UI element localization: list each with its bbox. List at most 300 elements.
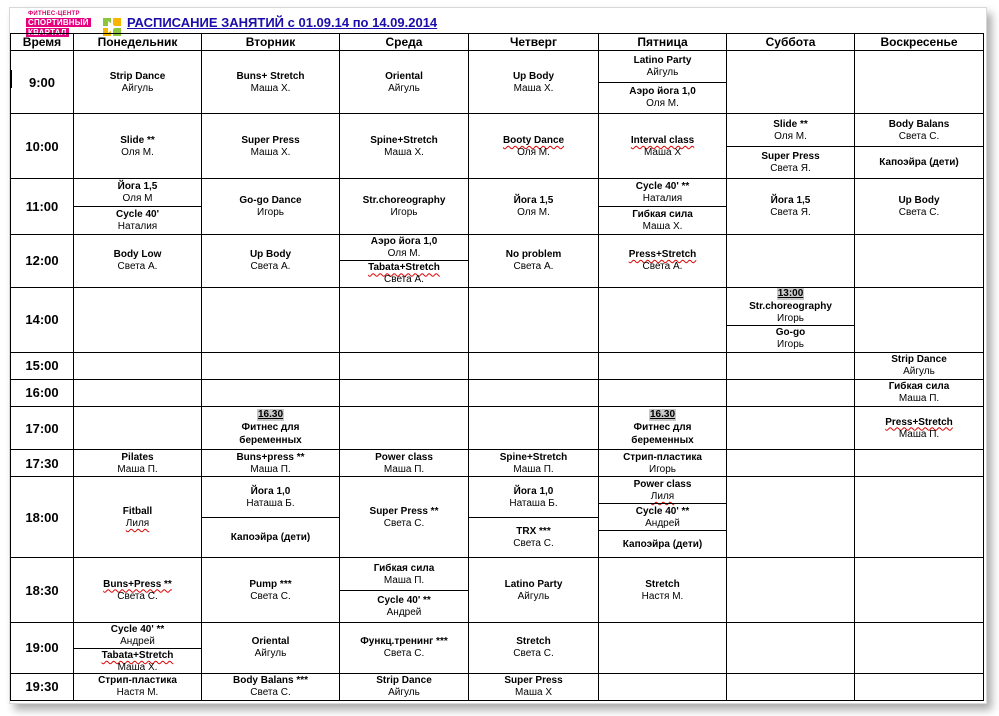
schedule-cell [599, 352, 727, 379]
class-name: Body Balans [888, 118, 950, 130]
teacher-name: Света С. [250, 687, 291, 699]
schedule-cell [469, 234, 599, 287]
teacher-name: Лиля [125, 517, 150, 529]
teacher-name: Оля М. [517, 146, 550, 158]
class-name: Pilates [121, 451, 154, 463]
schedule-cell [469, 407, 599, 450]
time-slot: 9:00 [11, 51, 74, 114]
schedule-cell [727, 234, 855, 287]
class-name: Super Press [241, 134, 300, 146]
schedule-cell [340, 51, 469, 114]
class-entry [599, 82, 726, 114]
class-name: Spine+Stretch [370, 134, 438, 146]
class-name: Tabata+Stretch [101, 649, 174, 661]
class-entry [74, 450, 201, 476]
schedule-cell [202, 379, 340, 406]
class-entry [469, 559, 598, 622]
class-entry [599, 235, 726, 287]
teacher-name: Света С. [117, 590, 158, 602]
class-name: Аэро йога 1,0 [370, 235, 438, 247]
schedule-cell [727, 179, 855, 234]
schedule-cell [727, 352, 855, 379]
column-header-time: Время [11, 34, 74, 51]
schedule-cell [855, 114, 984, 179]
class-name: Interval class [630, 134, 695, 146]
schedule-cell [599, 407, 727, 450]
schedule-cell [727, 558, 855, 622]
class-entry [340, 179, 468, 233]
schedule-cell [340, 558, 469, 622]
schedule-cell [340, 179, 469, 234]
schedule-cell [855, 450, 984, 477]
schedule-cell [74, 477, 202, 558]
header-row [11, 34, 984, 51]
class-entry [599, 114, 726, 178]
teacher-name: Маша П. [250, 463, 291, 475]
teacher-name: Игорь [649, 463, 676, 475]
teacher-name: Маша П. [383, 574, 425, 586]
schedule-row [11, 352, 984, 379]
class-entry [74, 477, 201, 557]
schedule-cell [74, 352, 202, 379]
class-name: Капоэйра (дети) [879, 157, 959, 169]
schedule-cell [599, 379, 727, 406]
class-entry [469, 51, 598, 113]
schedule-row [11, 379, 984, 406]
class-name: Капоэйра (дети) [230, 532, 311, 544]
class-name: Cycle 40' ** [635, 181, 690, 193]
schedule-cell [74, 234, 202, 287]
class-entry [727, 288, 854, 325]
teacher-name: Наташа Б. [246, 497, 295, 509]
class-name: Tabata+Stretch [368, 262, 440, 274]
class-name: Go-go Dance [239, 194, 302, 206]
class-entry [469, 114, 598, 178]
class-name: Up Body [249, 249, 292, 261]
class-name: Гибкая сила [888, 381, 950, 393]
class-name: Стрип-пластика [623, 451, 702, 463]
class-entry [74, 648, 201, 674]
teacher-name: Оля М [122, 193, 153, 205]
class-entry [74, 559, 201, 622]
class-entry [469, 623, 598, 673]
class-entry [74, 179, 201, 206]
teacher-name: Игорь [777, 339, 804, 351]
schedule-cell [855, 558, 984, 622]
class-name: Up Body [898, 194, 940, 206]
teacher-name: Маша П. [898, 393, 940, 405]
teacher-name: Наташа Б. [509, 497, 558, 509]
class-entry [855, 407, 983, 449]
teacher-name: Игорь [390, 206, 418, 218]
time-slot: 14:00 [11, 287, 74, 352]
time-slot: 12:00 [11, 234, 74, 287]
time-slot: 19:00 [11, 622, 74, 673]
class-entry [202, 235, 339, 287]
class-entry [340, 51, 468, 113]
teacher-name: Маша Х [514, 687, 553, 699]
schedule-cell [202, 477, 340, 558]
teacher-name: Света А. [250, 261, 291, 273]
class-name: Гибкая сила [373, 562, 435, 574]
class-entry [599, 559, 726, 622]
schedule-cell [340, 114, 469, 179]
class-name: Super Press ** [369, 505, 439, 517]
schedule-cell [469, 622, 599, 673]
time-slot: 17:30 [11, 450, 74, 477]
schedule-cell [469, 51, 599, 114]
class-name: Buns+press ** [236, 451, 305, 463]
schedule-cell [599, 477, 727, 558]
schedule-cell [202, 352, 340, 379]
class-name: Press+Stretch [628, 249, 697, 261]
class-name: Power class [375, 451, 433, 463]
teacher-name: Айгуль [646, 66, 679, 78]
class-name: Body Low [113, 249, 162, 261]
schedule-cell [855, 622, 984, 673]
schedule-cell [855, 673, 984, 700]
class-name: Pump *** [249, 578, 292, 590]
schedule-cell [74, 51, 202, 114]
class-entry [202, 179, 339, 233]
time-slot: 19:30 [11, 673, 74, 700]
column-header-wednesday: Среда [340, 34, 469, 51]
class-name: Fitball [122, 505, 153, 517]
class-name: Йога 1,5 [513, 194, 554, 206]
class-entry [727, 179, 854, 233]
teacher-name: Маша Х. [384, 146, 424, 158]
class-name: Фитнес для [633, 422, 692, 434]
class-entry [202, 559, 339, 622]
teacher-name: Игорь [777, 312, 804, 324]
column-header-thursday: Четверг [469, 34, 599, 51]
teacher-name: Игорь [257, 206, 284, 218]
class-name: Latino Party [504, 578, 563, 590]
class-entry [340, 260, 468, 287]
class-entry [340, 450, 468, 476]
class-name: Body Balans *** [232, 675, 309, 687]
class-entry [727, 325, 854, 352]
class-entry [855, 146, 983, 179]
class-name: Booty Dance [502, 134, 565, 146]
class-name: Buns+ Stretch [236, 70, 305, 82]
class-entry [74, 623, 201, 648]
schedule-row [11, 622, 984, 673]
column-header-friday: Пятница [599, 34, 727, 51]
class-entry [202, 450, 339, 476]
time-slot: 10:00 [11, 114, 74, 179]
schedule-cell [202, 51, 340, 114]
teacher-name: Маша Х [643, 146, 682, 158]
schedule-cell [202, 234, 340, 287]
class-name: Cycle 40' ** [635, 505, 690, 517]
class-name-line-2: беременных [631, 435, 694, 447]
class-entry [202, 517, 339, 558]
class-name: Stretch [645, 578, 680, 590]
teacher-name: Света Я. [770, 206, 811, 218]
schedule-cell [855, 179, 984, 234]
schedule-cell [727, 51, 855, 114]
schedule-cell [340, 477, 469, 558]
class-entry [599, 530, 726, 557]
class-entry [340, 590, 468, 622]
schedule-cell [74, 622, 202, 673]
schedule-cell [74, 379, 202, 406]
schedule-cell [599, 287, 727, 352]
class-entry [74, 51, 201, 113]
teacher-name: Света С. [898, 206, 940, 218]
class-entry [469, 477, 598, 517]
schedule-cell [599, 234, 727, 287]
schedule-cell [599, 51, 727, 114]
logo-line-2: КВАРТАЛ [28, 28, 67, 37]
schedule-cell [855, 287, 984, 352]
time-slot: 18:30 [11, 558, 74, 622]
class-entry [469, 235, 598, 287]
teacher-name: Света С. [513, 538, 554, 550]
time-slot: 18:00 [11, 477, 74, 558]
schedule-cell [727, 287, 855, 352]
class-name: Йога 1,0 [513, 485, 554, 497]
schedule-cell [727, 450, 855, 477]
schedule-cell [340, 407, 469, 450]
schedule-cell [340, 450, 469, 477]
schedule-cell [202, 407, 340, 450]
class-entry [202, 407, 339, 449]
teacher-name: Маша П. [513, 463, 554, 475]
class-name: Strip Dance [376, 675, 432, 687]
teacher-name: Маша П. [117, 463, 158, 475]
column-header-tuesday: Вторник [202, 34, 340, 51]
teacher-name: Айгуль [388, 82, 420, 94]
class-name: Latino Party [633, 54, 692, 66]
class-name: Slide ** [120, 134, 155, 146]
schedule-cell [727, 622, 855, 673]
schedule-cell [469, 287, 599, 352]
schedule-cell [469, 558, 599, 622]
schedule-cell [74, 450, 202, 477]
class-entry [855, 179, 983, 233]
teacher-name: Света С. [250, 590, 291, 602]
schedule-cell [469, 673, 599, 700]
schedule-cell [202, 622, 340, 673]
schedule-cell [202, 114, 340, 179]
class-name: Oriental [251, 636, 290, 648]
schedule-cell [599, 450, 727, 477]
schedule-row [11, 179, 984, 234]
schedule-row [11, 477, 984, 558]
schedule-cell [202, 558, 340, 622]
teacher-name: Настя М. [116, 687, 159, 699]
time-slot: 16:00 [11, 379, 74, 406]
schedule-cell [469, 114, 599, 179]
class-entry [599, 206, 726, 234]
schedule-cell [855, 379, 984, 406]
teacher-name: Маша П. [898, 428, 940, 440]
class-entry [469, 450, 598, 476]
class-start-time: 13:00 [777, 287, 804, 299]
class-name: Cycle 40' ** [110, 623, 165, 635]
teacher-name: Айгуль [121, 82, 154, 94]
schedule-cell [599, 114, 727, 179]
teacher-name: Маша Х. [642, 220, 683, 232]
schedule-cell [469, 379, 599, 406]
class-entry [340, 114, 468, 178]
class-name: Super Press [761, 151, 820, 163]
teacher-name: Света А. [117, 261, 158, 273]
schedule-cell [727, 673, 855, 700]
teacher-name: Оля М. [646, 98, 679, 110]
class-name: Stretch [516, 636, 551, 648]
class-name: Strip Dance [891, 354, 947, 366]
schedule-cell [727, 407, 855, 450]
teacher-name: Оля М. [517, 206, 550, 218]
teacher-name: Айгуль [388, 687, 420, 699]
logo-caption: ФИТНЕС-ЦЕНТР [28, 11, 80, 17]
class-name-line-2: беременных [239, 435, 302, 447]
teacher-name: Айгуль [903, 366, 935, 378]
class-name: Str.choreography [749, 300, 832, 312]
class-name: Up Body [512, 70, 555, 82]
class-entry [202, 51, 339, 113]
class-name: Гибкая сила [632, 208, 693, 220]
class-name: Аэро йога 1,0 [629, 86, 696, 98]
schedule-cell [74, 287, 202, 352]
teacher-name: Света А. [642, 261, 683, 273]
class-name: Press+Stretch [885, 416, 953, 428]
schedule-row [11, 558, 984, 622]
class-name: Стрип-пластика [98, 675, 177, 687]
class-name: No problem [505, 249, 562, 261]
class-entry [599, 450, 726, 476]
class-entry [74, 674, 201, 700]
schedule-cell [202, 179, 340, 234]
teacher-name: Света С. [898, 130, 940, 142]
schedule-cell [202, 287, 340, 352]
schedule-cell [855, 352, 984, 379]
time-slot: 15:00 [11, 352, 74, 379]
class-name: Фитнес для [241, 422, 300, 434]
class-entry [340, 235, 468, 261]
schedule-cell [855, 234, 984, 287]
class-entry [469, 517, 598, 558]
class-entry [469, 674, 598, 700]
class-entry [202, 477, 339, 517]
schedule-cell [74, 407, 202, 450]
class-entry [202, 623, 339, 673]
schedule-cell [599, 179, 727, 234]
logo-line-1: СПОРТИВНЫЙ [28, 18, 89, 27]
class-entry [599, 51, 726, 82]
class-name: Функц.тренинг *** [360, 636, 448, 648]
class-entry [202, 114, 339, 178]
class-name: Power class [633, 478, 692, 490]
teacher-name: Маша Х. [513, 82, 554, 94]
class-entry [855, 380, 983, 406]
class-entry [599, 179, 726, 206]
class-name: Buns+Press ** [103, 578, 172, 590]
teacher-name: Андрей [645, 517, 680, 529]
teacher-name: Наталия [117, 220, 158, 232]
teacher-name: Света А. [384, 274, 424, 286]
schedule-row [11, 114, 984, 179]
class-entry [202, 674, 339, 700]
teacher-name: Света Я. [770, 163, 811, 175]
class-name: Strip Dance [109, 70, 166, 82]
schedule-cell [340, 352, 469, 379]
teacher-name: Маша Х. [250, 82, 291, 94]
schedule-cell [202, 450, 340, 477]
class-entry [340, 477, 468, 557]
class-entry [855, 114, 983, 146]
class-name: Slide ** [773, 118, 808, 130]
schedule-row [11, 234, 984, 287]
schedule-cell [599, 622, 727, 673]
schedule-row [11, 673, 984, 700]
teacher-name: Оля М. [121, 146, 154, 158]
schedule-cell [469, 352, 599, 379]
class-name: Str.choreography [362, 194, 446, 206]
teacher-name: Лиля [650, 490, 675, 502]
column-header-monday: Понедельник [74, 34, 202, 51]
schedule-cell [599, 673, 727, 700]
class-start-time: 16.30 [257, 409, 284, 421]
column-header-saturday: Суббота [727, 34, 855, 51]
teacher-name: Света А. [513, 261, 554, 273]
teacher-name: Света С. [513, 648, 554, 660]
schedule-title: РАСПИСАНИЕ ЗАНЯТИЙ с 01.09.14 по 14.09.2014 [127, 15, 438, 30]
teacher-name: Наталия [642, 193, 683, 205]
class-name: Йога 1,5 [770, 194, 811, 206]
class-name: TRX *** [516, 526, 551, 538]
schedule-cell [855, 407, 984, 450]
class-entry [855, 353, 983, 379]
time-slot: 17:00 [11, 407, 74, 450]
class-entry [74, 206, 201, 234]
class-name: Капоэйра (дети) [622, 538, 703, 550]
schedule-row [11, 407, 984, 450]
schedule-cell [340, 379, 469, 406]
time-slot: 11:00 [11, 179, 74, 234]
teacher-name: Маша Х. [117, 661, 158, 673]
teacher-name: Маша П. [383, 463, 425, 475]
class-entry [599, 503, 726, 530]
schedule-cell [727, 477, 855, 558]
schedule-row [11, 287, 984, 352]
class-entry [340, 623, 468, 673]
schedule-row [11, 51, 984, 114]
teacher-name: Света С. [383, 517, 425, 529]
schedule-cell [340, 287, 469, 352]
class-name: Йога 1,0 [250, 485, 291, 497]
schedule-cell [727, 379, 855, 406]
schedule-cell [855, 51, 984, 114]
teacher-name: Маша Х. [250, 146, 291, 158]
schedule-cell [855, 477, 984, 558]
teacher-name: Оля М. [774, 130, 807, 142]
class-entry [727, 146, 854, 179]
class-entry [74, 114, 201, 178]
schedule-cell [340, 622, 469, 673]
schedule-cell [202, 673, 340, 700]
schedule-cell [469, 477, 599, 558]
teacher-name: Айгуль [517, 590, 550, 602]
schedule-table [10, 33, 984, 701]
teacher-name: Андрей [120, 635, 155, 647]
schedule-cell [74, 673, 202, 700]
class-entry [599, 477, 726, 503]
teacher-name: Айгуль [254, 648, 287, 660]
